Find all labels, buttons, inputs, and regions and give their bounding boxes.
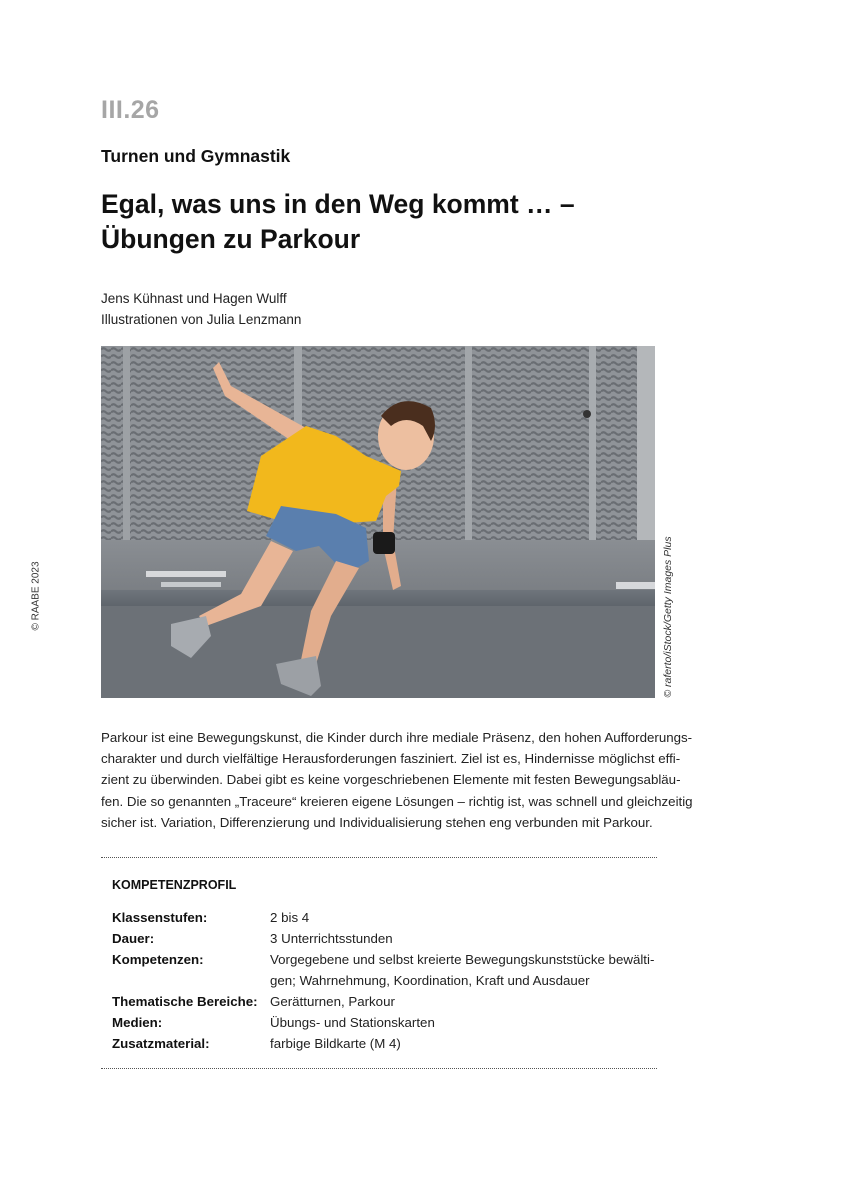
illustrator: Illustrationen von Julia Lenzmann xyxy=(101,312,302,327)
photo-credit: © raferto/iStock/Getty Images Plus xyxy=(662,536,674,698)
parkour-photo xyxy=(101,346,655,698)
wall-post xyxy=(589,346,596,544)
profile-value xyxy=(270,991,670,1012)
category-heading: Turnen und Gymnastik xyxy=(101,146,291,166)
intro-line: sicher ist. Variation, Differenzierung und Individualisierung stehen eng verbunden mit Parkour. xyxy=(101,814,653,830)
value-line: 3 Unterrichtsstunden xyxy=(270,931,393,946)
profile-value xyxy=(270,949,670,991)
value-line: 2 bis 4 xyxy=(270,910,310,925)
profile-value xyxy=(270,928,670,949)
profile-label: Dauer: xyxy=(112,931,155,946)
profile-label: Kompetenzen: xyxy=(112,952,204,967)
light-patch xyxy=(146,571,226,577)
value-line: Übungs- und Stationskarten xyxy=(270,1015,435,1030)
section-number: III.26 xyxy=(101,96,160,124)
divider-top xyxy=(101,857,657,858)
page-title xyxy=(101,187,575,257)
side-copyright: © RAABE 2023 xyxy=(30,561,42,631)
value-line: Gerätturnen, Parkour xyxy=(270,994,395,1009)
profile-value xyxy=(270,1012,670,1033)
profile-value xyxy=(270,1033,670,1054)
value-line: Vorgegebene und selbst kreierte Bewegungskunststücke bewälti- xyxy=(270,952,655,967)
wall-post xyxy=(123,346,130,544)
wall-post xyxy=(465,346,472,544)
intro-line: zient zu überwinden. Dabei gibt es keine vorgeschriebenen Elemente mit festen Bewegungsabläu- xyxy=(101,772,681,788)
profile-label: Zusatzmaterial: xyxy=(112,1036,210,1051)
value-line: farbige Bildkarte (M 4) xyxy=(270,1036,401,1051)
title-line: Übungen zu Parkour xyxy=(101,224,361,254)
profile-value xyxy=(270,907,670,928)
intro-line: charakter und durch vielfältige Herausforderungen fasziniert. Ziel ist es, Hindernisse möglichst effi- xyxy=(101,751,681,767)
profile-label: Klassenstufen: xyxy=(112,910,208,925)
authors: Jens Kühnast und Hagen Wulff xyxy=(101,291,287,306)
door-lock xyxy=(583,410,591,418)
light-patch xyxy=(616,582,655,589)
profile-heading: KOMPETENZPROFIL xyxy=(112,878,237,892)
profile-label: Thematische Bereiche: xyxy=(112,994,258,1009)
intro-paragraph xyxy=(101,727,693,833)
divider-bottom xyxy=(101,1068,657,1069)
profile-label: Medien: xyxy=(112,1015,163,1030)
photo-illustration xyxy=(101,346,655,698)
light-patch xyxy=(161,582,221,587)
wall-post xyxy=(637,346,655,544)
value-line: gen; Wahrnehmung, Koordination, Kraft und Ausdauer xyxy=(270,973,590,988)
ledge-edge xyxy=(101,590,655,606)
authors-block xyxy=(101,288,301,330)
title-line: Egal, was uns in den Weg kommt … – xyxy=(101,189,575,219)
intro-line: Parkour ist eine Bewegungskunst, die Kinder durch ihre mediale Präsenz, den hohen Aufforderungs- xyxy=(101,730,693,745)
intro-line: fen. Die so genannten „Traceure“ kreieren eigene Lösungen – richtig ist, was schnell und gleichzeitig xyxy=(101,793,693,809)
